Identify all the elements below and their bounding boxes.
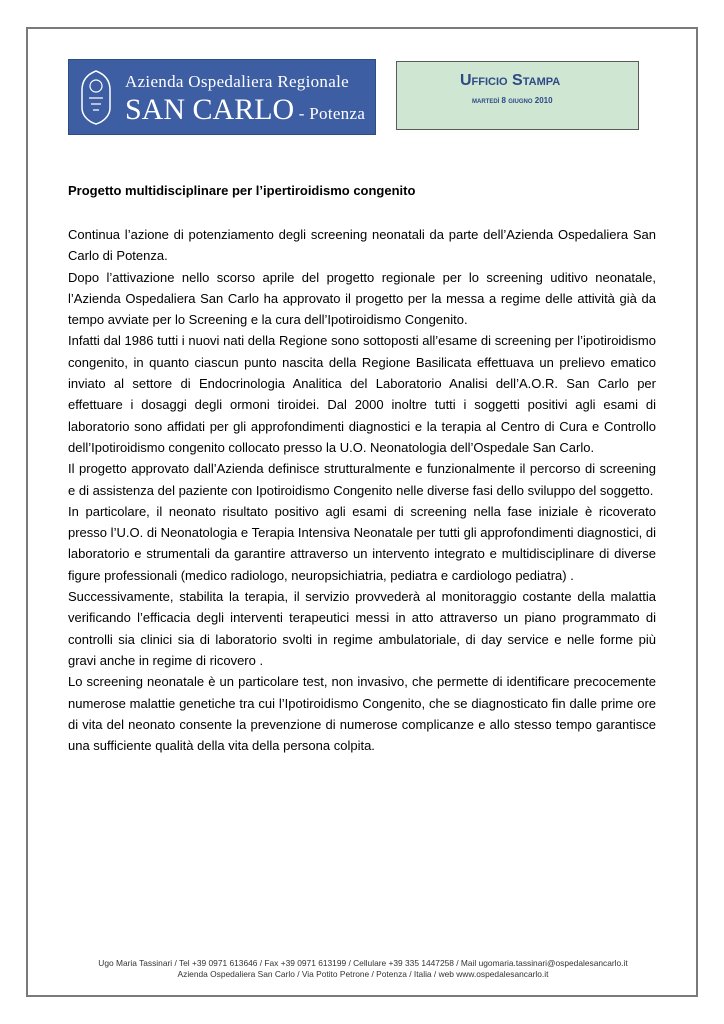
paragraph: Successivamente, stabilita la terapia, il servizio provvederà al monitoraggio costante della malattia verificando l’efficacia degli interventi terapeutici messi in atto attraverso un piano programmato di controlli sia clinici sia di laboratorio svolti in regime ambulatoriale, di day service e nelle forme più gravi anche in regime di ricovero . [68, 589, 656, 668]
article-body [68, 224, 656, 756]
footer [68, 958, 658, 980]
footer-address: Azienda Ospedaliera San Carlo / Via Potito Petrone / Potenza / Italia / web www.ospedalesancarlo.it [177, 969, 549, 979]
paragraph: Lo screening neonatale è un particolare test, non invasivo, che permette di identificare precocemente numerose malattie genetiche tra cui l’Ipotiroidismo Congenito, che se diagnosticato fin dalle prime ore di vita del neonato consente la prevenzione di numerose complicanze e allo stesso tempo garantisce una sufficiente qualità della vita della persona colpita. [68, 674, 656, 754]
hospital-logo [68, 59, 376, 135]
paragraph: In particolare, il neonato risultato positivo agli esami di screening nella fase iniziale è ricoverato presso l’U.O. di Neonatologia e Terapia Intensiva Neonatale per tutti gli approfondimenti diagnostici, di laboratorio e strumentali da garantire attraverso un intervento integrato e multidisciplinare di diverse figure professionali (medico radiologo, neuropsichiatria, pediatra e cardiologo pediatra) . [68, 503, 656, 583]
press-office-title: Ufficio Stampa [460, 72, 561, 89]
logo-line2 [125, 93, 365, 127]
paragraph: Continua l’azione di potenziamento degli screening neonatali da parte dell’Azienda Ospedaliera San Carlo di Potenza. [68, 227, 656, 264]
logo-line1: Azienda Ospedaliera Regionale [125, 72, 349, 91]
seal-icon [77, 68, 115, 126]
paragraph: Dopo l’attivazione nello scorso aprile del progetto regionale per lo screening uditivo neonatale, l’Azienda Ospedaliera San Carlo ha approvato il progetto per la messa a regime delle attività già da tempo avviate per lo Screening e la cura dell’Ipotiroidismo Congenito. [68, 269, 656, 328]
article-title: Progetto multidisciplinare per l’ipertiroidismo congenito [68, 183, 416, 198]
paragraph: Il progetto approvato dall’Azienda definisce strutturalmente e funzionalmente il percorso di screening e di assistenza del paziente con Ipotiroidismo Congenito nelle diverse fasi dello sviluppo del soggetto. [68, 461, 656, 498]
footer-contacts: Ugo Maria Tassinari / Tel +39 0971 613646 / Fax +39 0971 613199 / Cellulare +39 335 1447258 / Mail ugomaria.tassinari@ospedalesancarlo.it [98, 958, 628, 968]
paragraph: Infatti dal 1986 tutti i nuovi nati della Regione sono sottoposti all’esame di screening per l’ipotiroidismo congenito, in quanto ciascun punto nascita della Regione Basilicata effettuava un prelievo ematico inviato al settore di Endocrinologia Analitica del Laboratorio Analisi dell’A.O.R. San Carlo per effettuare i dosaggi degli ormoni tiroidei. Dal 2000 inoltre tutti i soggetti positivi agli esami di laboratorio sono affidati per gli approfondimenti diagnostici e la terapia al Centro di Cura e Controllo dell’Ipotiroidismo congenito collocato presso la U.O. Neonatologia dell’Ospedale San Carlo. [68, 333, 656, 455]
press-date: martedì 8 giugno 2010 [472, 96, 553, 105]
logo-city: - Potenza [294, 104, 366, 123]
press-office-box [396, 61, 639, 130]
logo-name: SAN CARLO [125, 93, 295, 126]
